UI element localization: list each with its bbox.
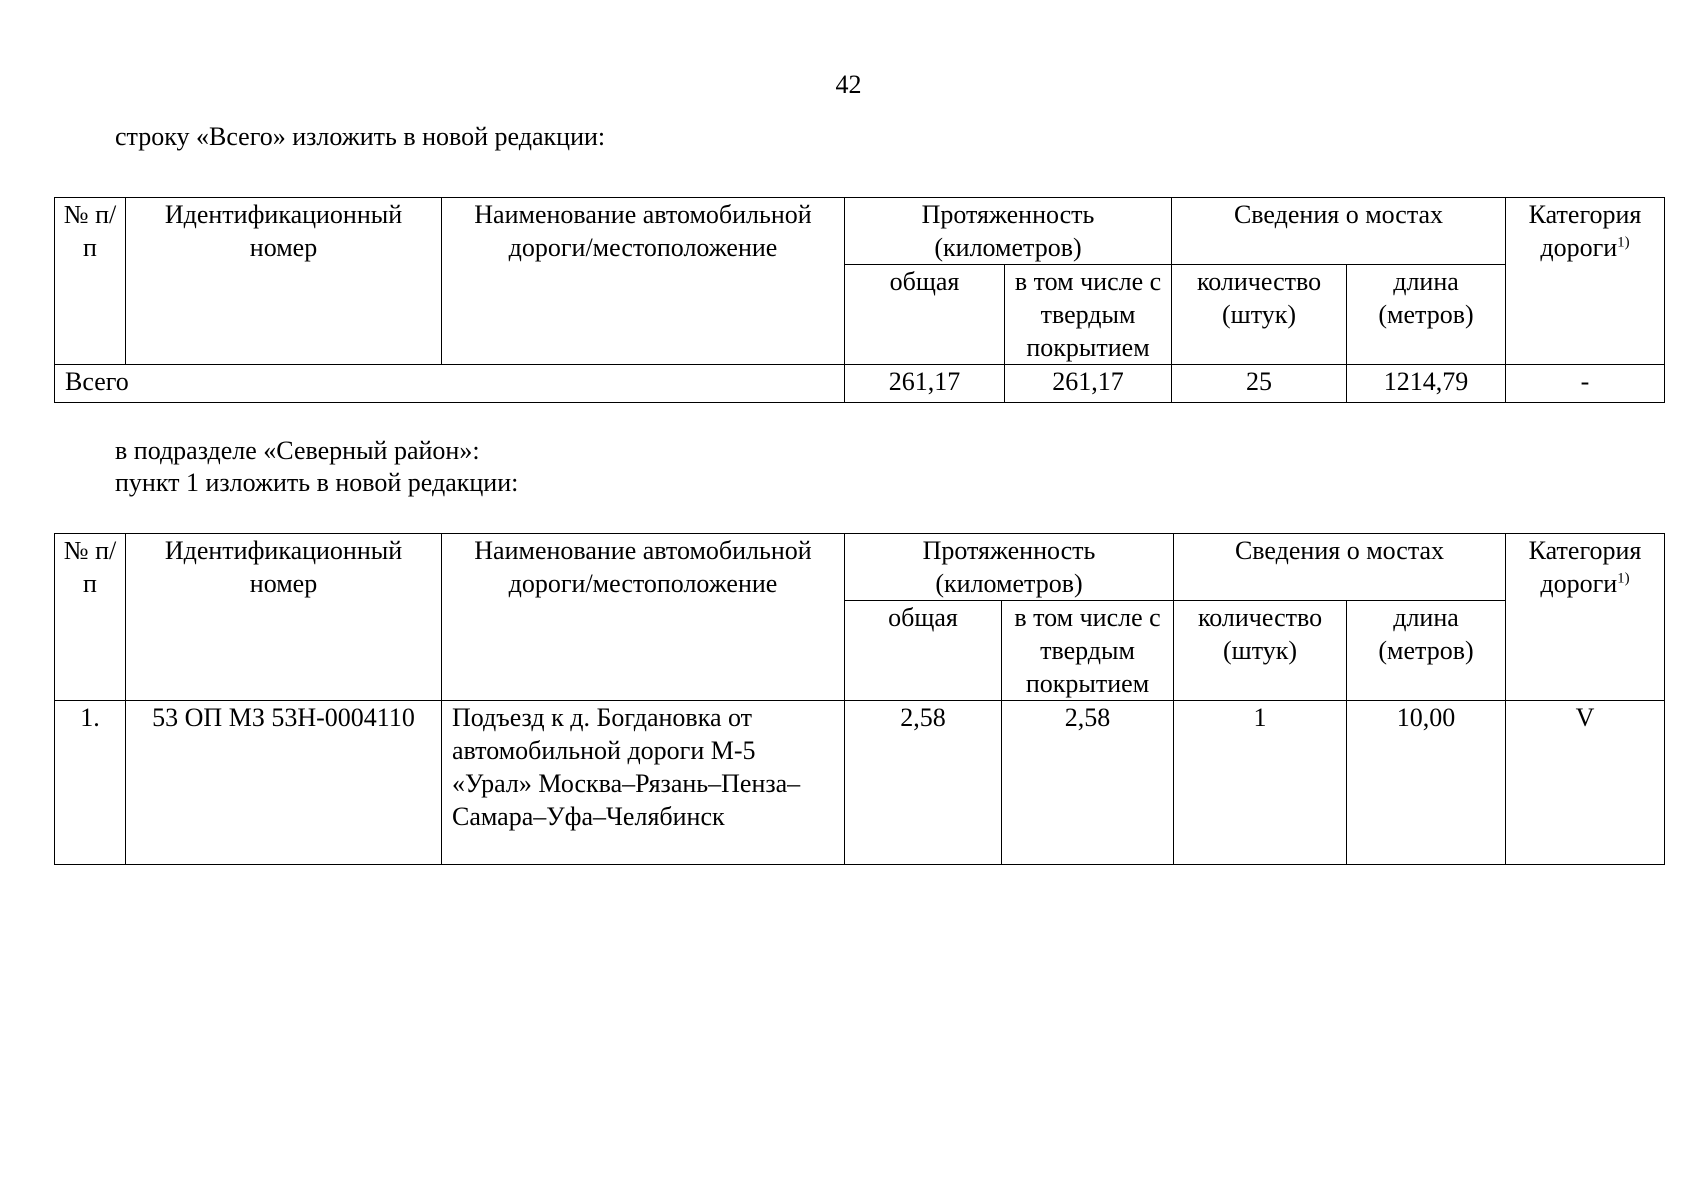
header-length-group: Протяженность (километров) xyxy=(845,198,1172,265)
header-bridges-group: Сведения о мостах xyxy=(1172,198,1506,265)
header-bridges-length: длина (метров) xyxy=(1347,265,1506,365)
total-category: - xyxy=(1506,365,1665,403)
row-id: 53 ОП МЗ 53Н-0004110 xyxy=(126,701,442,865)
total-length-paved: 261,17 xyxy=(1005,365,1172,403)
row-length-paved: 2,58 xyxy=(1002,701,1174,865)
header-bridges-count: количество (штук) xyxy=(1174,601,1347,701)
header-bridges-length: длина (метров) xyxy=(1347,601,1506,701)
header-length-total: общая xyxy=(845,265,1005,365)
roads-table xyxy=(54,533,1665,865)
row-name: Подъезд к д. Богдановка от автомобильной дороги М-5 «Урал» Москва–Рязань–Пенза–Самара–Уфа–Челябинск xyxy=(442,701,845,865)
row-category: V xyxy=(1506,701,1665,865)
row-length-total: 2,58 xyxy=(845,701,1002,865)
total-label: Всего xyxy=(55,365,845,403)
total-bridges-count: 25 xyxy=(1172,365,1347,403)
header-num: № п/п xyxy=(55,198,126,365)
section-text-2: пункт 1 изложить в новой редакции: xyxy=(115,468,519,497)
header-length-paved: в том числе с твердым покрытием xyxy=(1002,601,1174,701)
row-num: 1. xyxy=(55,701,126,865)
header-num: № п/п xyxy=(55,534,126,701)
header-bridges-count: количество (штук) xyxy=(1172,265,1347,365)
footnote-marker: 1) xyxy=(1617,570,1630,587)
page-number: 42 xyxy=(835,70,862,99)
header-category xyxy=(1506,198,1665,365)
header-name: Наименование автомобильной дороги/местоположение xyxy=(442,198,845,365)
row-bridges-count: 1 xyxy=(1174,701,1347,865)
header-id: Идентификационный номер xyxy=(126,534,442,701)
footnote-marker: 1) xyxy=(1617,234,1630,251)
header-name: Наименование автомобильной дороги/местоположение xyxy=(442,534,845,701)
table-header-row xyxy=(55,534,1665,601)
total-bridges-length: 1214,79 xyxy=(1347,365,1506,403)
header-bridges-group: Сведения о мостах xyxy=(1174,534,1506,601)
header-category xyxy=(1506,534,1665,701)
header-length-group: Протяженность (километров) xyxy=(845,534,1174,601)
totals-table xyxy=(54,197,1665,403)
section-text-1: в подразделе «Северный район»: xyxy=(115,436,480,465)
header-length-paved: в том числе с твердым покрытием xyxy=(1005,265,1172,365)
total-length-total: 261,17 xyxy=(845,365,1005,403)
table-row xyxy=(55,701,1665,865)
total-row xyxy=(55,365,1665,403)
header-length-total: общая xyxy=(845,601,1002,701)
table-header-row xyxy=(55,198,1665,265)
header-category-label: Категория дороги xyxy=(1528,536,1642,598)
header-id: Идентификационный номер xyxy=(126,198,442,365)
header-category-label: Категория дороги xyxy=(1528,200,1642,262)
row-bridges-length: 10,00 xyxy=(1347,701,1506,865)
intro-text: строку «Всего» изложить в новой редакции: xyxy=(115,122,606,151)
